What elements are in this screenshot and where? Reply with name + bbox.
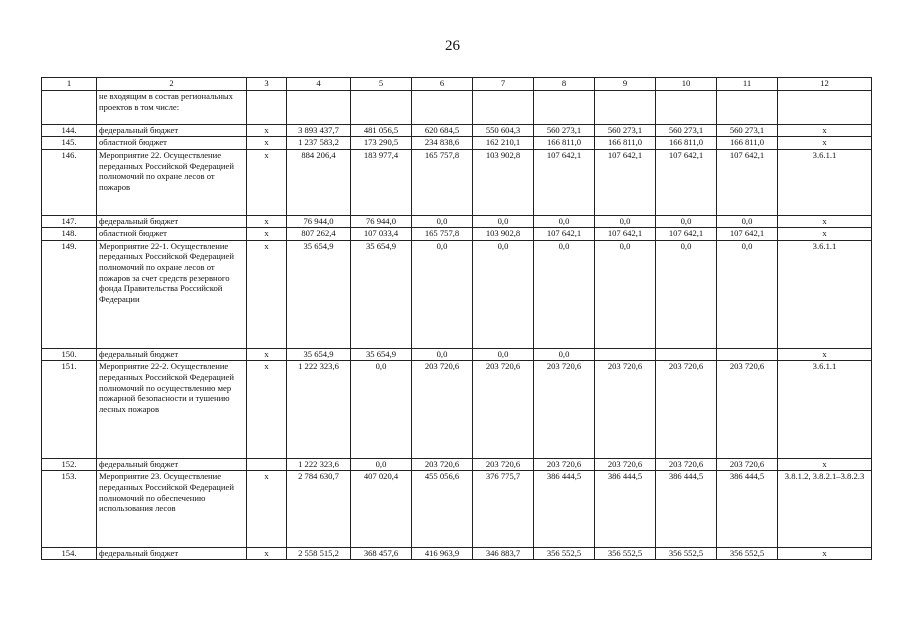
total-cell: 76 944,0 bbox=[287, 215, 351, 228]
year-cell: 0,0 bbox=[412, 240, 473, 348]
year-cell: 107 642,1 bbox=[595, 149, 656, 215]
year-cell bbox=[656, 91, 717, 125]
year-cell: 0,0 bbox=[595, 215, 656, 228]
total-cell: 3 893 437,7 bbox=[287, 124, 351, 137]
indicator-code-cell: x bbox=[778, 228, 872, 241]
year-cell: 166 811,0 bbox=[656, 137, 717, 150]
row-number-cell: 144. bbox=[42, 124, 97, 137]
year-cell: 356 552,5 bbox=[534, 547, 595, 560]
year-cell: 0,0 bbox=[351, 361, 412, 458]
year-cell: 0,0 bbox=[717, 215, 778, 228]
year-cell: 376 775,7 bbox=[473, 471, 534, 547]
year-cell: 234 838,6 bbox=[412, 137, 473, 150]
table-row bbox=[42, 228, 872, 241]
year-cell: 386 444,5 bbox=[656, 471, 717, 547]
year-cell: 0,0 bbox=[595, 240, 656, 348]
header-cell: 3 bbox=[247, 78, 287, 91]
header-cell: 12 bbox=[778, 78, 872, 91]
year-cell: 368 457,6 bbox=[351, 547, 412, 560]
total-cell: 807 262,4 bbox=[287, 228, 351, 241]
row-number-cell bbox=[42, 91, 97, 125]
year-cell: 103 902,8 bbox=[473, 149, 534, 215]
row-number-cell: 147. bbox=[42, 215, 97, 228]
table-row bbox=[42, 361, 872, 458]
year-cell: 166 811,0 bbox=[595, 137, 656, 150]
year-cell: 76 944,0 bbox=[351, 215, 412, 228]
year-cell: 203 720,6 bbox=[717, 361, 778, 458]
year-cell: 107 642,1 bbox=[534, 228, 595, 241]
indicator-code-cell: 3.6.1.1 bbox=[778, 361, 872, 458]
total-cell: 2 784 630,7 bbox=[287, 471, 351, 547]
header-cell: 1 bbox=[42, 78, 97, 91]
header-cell: 2 bbox=[97, 78, 247, 91]
year-cell: 203 720,6 bbox=[534, 458, 595, 471]
item-name-cell: федеральный бюджет bbox=[97, 215, 247, 228]
year-cell: 0,0 bbox=[534, 240, 595, 348]
year-cell: 166 811,0 bbox=[717, 137, 778, 150]
unit-cell: x bbox=[247, 149, 287, 215]
year-cell: 162 210,1 bbox=[473, 137, 534, 150]
table-row bbox=[42, 348, 872, 361]
row-number-cell: 152. bbox=[42, 458, 97, 471]
year-cell: 0,0 bbox=[351, 458, 412, 471]
year-cell: 203 720,6 bbox=[473, 361, 534, 458]
year-cell: 107 642,1 bbox=[717, 149, 778, 215]
item-name-cell: федеральный бюджет bbox=[97, 348, 247, 361]
year-cell bbox=[534, 91, 595, 125]
year-cell: 346 883,7 bbox=[473, 547, 534, 560]
header-cell: 8 bbox=[534, 78, 595, 91]
indicator-code-cell: x bbox=[778, 348, 872, 361]
year-cell bbox=[473, 91, 534, 125]
year-cell bbox=[351, 91, 412, 125]
header-cell: 5 bbox=[351, 78, 412, 91]
row-number-cell: 151. bbox=[42, 361, 97, 458]
year-cell: 560 273,1 bbox=[534, 124, 595, 137]
unit-cell: x bbox=[247, 124, 287, 137]
table-body bbox=[42, 91, 872, 560]
indicator-code-cell: x bbox=[778, 547, 872, 560]
item-name-cell: Мероприятие 22-1. Осуществление переданных Российской Федерацией полномочий по охране лесов от пожаров за счет средств резервного фонда Правительства Российской Федерации bbox=[97, 240, 247, 348]
item-name-cell: федеральный бюджет bbox=[97, 124, 247, 137]
year-cell: 0,0 bbox=[473, 215, 534, 228]
year-cell: 165 757,8 bbox=[412, 228, 473, 241]
year-cell: 386 444,5 bbox=[717, 471, 778, 547]
year-cell: 203 720,6 bbox=[717, 458, 778, 471]
year-cell: 0,0 bbox=[412, 348, 473, 361]
table-row bbox=[42, 124, 872, 137]
indicator-code-cell: 3.6.1.1 bbox=[778, 240, 872, 348]
table-row bbox=[42, 240, 872, 348]
year-cell: 550 604,3 bbox=[473, 124, 534, 137]
header-cell: 11 bbox=[717, 78, 778, 91]
item-name-cell: областной бюджет bbox=[97, 228, 247, 241]
year-cell: 203 720,6 bbox=[656, 458, 717, 471]
indicator-code-cell: x bbox=[778, 215, 872, 228]
table-row bbox=[42, 471, 872, 547]
year-cell: 386 444,5 bbox=[595, 471, 656, 547]
page-number: 26 bbox=[445, 38, 460, 54]
year-cell: 203 720,6 bbox=[534, 361, 595, 458]
year-cell: 203 720,6 bbox=[595, 361, 656, 458]
year-cell bbox=[595, 91, 656, 125]
table-row bbox=[42, 91, 872, 125]
indicator-code-cell: x bbox=[778, 137, 872, 150]
unit-cell: x bbox=[247, 471, 287, 547]
total-cell: 35 654,9 bbox=[287, 240, 351, 348]
header-cell: 6 bbox=[412, 78, 473, 91]
year-cell: 107 642,1 bbox=[717, 228, 778, 241]
year-cell: 203 720,6 bbox=[473, 458, 534, 471]
unit-cell: x bbox=[247, 547, 287, 560]
table-row bbox=[42, 149, 872, 215]
table-row bbox=[42, 547, 872, 560]
table-row bbox=[42, 458, 872, 471]
row-number-cell: 149. bbox=[42, 240, 97, 348]
year-cell: 455 056,6 bbox=[412, 471, 473, 547]
year-cell: 620 684,5 bbox=[412, 124, 473, 137]
total-cell: 1 222 323,6 bbox=[287, 361, 351, 458]
year-cell bbox=[717, 348, 778, 361]
indicator-code-cell bbox=[778, 91, 872, 125]
year-cell: 165 757,8 bbox=[412, 149, 473, 215]
total-cell: 35 654,9 bbox=[287, 348, 351, 361]
item-name-cell: Мероприятие 22-2. Осуществление переданных Российской Федерацией полномочий по осуществлению мер пожарной безопасности и тушению лесных пожаров bbox=[97, 361, 247, 458]
year-cell: 103 902,8 bbox=[473, 228, 534, 241]
year-cell: 203 720,6 bbox=[656, 361, 717, 458]
year-cell bbox=[412, 91, 473, 125]
item-name-cell: федеральный бюджет bbox=[97, 458, 247, 471]
year-cell: 407 020,4 bbox=[351, 471, 412, 547]
total-cell: 1 222 323,6 bbox=[287, 458, 351, 471]
header-cell: 10 bbox=[656, 78, 717, 91]
year-cell: 386 444,5 bbox=[534, 471, 595, 547]
unit-cell bbox=[247, 458, 287, 471]
unit-cell: x bbox=[247, 228, 287, 241]
total-cell: 1 237 583,2 bbox=[287, 137, 351, 150]
year-cell: 0,0 bbox=[412, 215, 473, 228]
row-number-cell: 153. bbox=[42, 471, 97, 547]
year-cell: 203 720,6 bbox=[412, 361, 473, 458]
year-cell: 173 290,5 bbox=[351, 137, 412, 150]
header-cell: 7 bbox=[473, 78, 534, 91]
year-cell: 183 977,4 bbox=[351, 149, 412, 215]
year-cell: 203 720,6 bbox=[595, 458, 656, 471]
header-cell: 9 bbox=[595, 78, 656, 91]
row-number-cell: 154. bbox=[42, 547, 97, 560]
item-name-cell: федеральный бюджет bbox=[97, 547, 247, 560]
year-cell: 560 273,1 bbox=[595, 124, 656, 137]
year-cell: 356 552,5 bbox=[595, 547, 656, 560]
year-cell: 35 654,9 bbox=[351, 348, 412, 361]
unit-cell bbox=[247, 91, 287, 125]
year-cell: 107 642,1 bbox=[595, 228, 656, 241]
item-name-cell: Мероприятие 22. Осуществление переданных Российской Федерацией полномочий по охране лесов от пожаров bbox=[97, 149, 247, 215]
year-cell: 481 056,5 bbox=[351, 124, 412, 137]
year-cell: 0,0 bbox=[717, 240, 778, 348]
year-cell: 166 811,0 bbox=[534, 137, 595, 150]
year-cell: 356 552,5 bbox=[656, 547, 717, 560]
year-cell: 0,0 bbox=[534, 215, 595, 228]
row-number-cell: 145. bbox=[42, 137, 97, 150]
total-cell: 884 206,4 bbox=[287, 149, 351, 215]
year-cell: 356 552,5 bbox=[717, 547, 778, 560]
unit-cell: x bbox=[247, 361, 287, 458]
indicator-code-cell: x bbox=[778, 124, 872, 137]
year-cell: 560 273,1 bbox=[717, 124, 778, 137]
indicator-code-cell: 3.8.1.2, 3.8.2.1–3.8.2.3 bbox=[778, 471, 872, 547]
year-cell: 0,0 bbox=[473, 348, 534, 361]
item-name-cell: областной бюджет bbox=[97, 137, 247, 150]
unit-cell: x bbox=[247, 215, 287, 228]
year-cell: 107 642,1 bbox=[656, 149, 717, 215]
year-cell bbox=[717, 91, 778, 125]
year-cell: 0,0 bbox=[534, 348, 595, 361]
year-cell: 107 033,4 bbox=[351, 228, 412, 241]
year-cell: 416 963,9 bbox=[412, 547, 473, 560]
row-number-cell: 150. bbox=[42, 348, 97, 361]
table-row bbox=[42, 137, 872, 150]
year-cell bbox=[656, 348, 717, 361]
year-cell: 107 642,1 bbox=[656, 228, 717, 241]
indicator-code-cell: 3.6.1.1 bbox=[778, 149, 872, 215]
total-cell bbox=[287, 91, 351, 125]
year-cell: 0,0 bbox=[656, 240, 717, 348]
year-cell: 107 642,1 bbox=[534, 149, 595, 215]
year-cell: 0,0 bbox=[656, 215, 717, 228]
table-row bbox=[42, 215, 872, 228]
item-name-cell: не входящим в состав региональных проектов в том числе: bbox=[97, 91, 247, 125]
year-cell: 203 720,6 bbox=[412, 458, 473, 471]
year-cell: 560 273,1 bbox=[656, 124, 717, 137]
budget-table bbox=[41, 77, 872, 560]
year-cell bbox=[595, 348, 656, 361]
indicator-code-cell: x bbox=[778, 458, 872, 471]
year-cell: 0,0 bbox=[473, 240, 534, 348]
row-number-cell: 148. bbox=[42, 228, 97, 241]
item-name-cell: Мероприятие 23. Осуществление переданных Российской Федерацией полномочий по обеспечению использования лесов bbox=[97, 471, 247, 547]
year-cell: 35 654,9 bbox=[351, 240, 412, 348]
header-row bbox=[42, 78, 872, 91]
unit-cell: x bbox=[247, 137, 287, 150]
row-number-cell: 146. bbox=[42, 149, 97, 215]
header-cell: 4 bbox=[287, 78, 351, 91]
unit-cell: x bbox=[247, 348, 287, 361]
unit-cell: x bbox=[247, 240, 287, 348]
total-cell: 2 558 515,2 bbox=[287, 547, 351, 560]
